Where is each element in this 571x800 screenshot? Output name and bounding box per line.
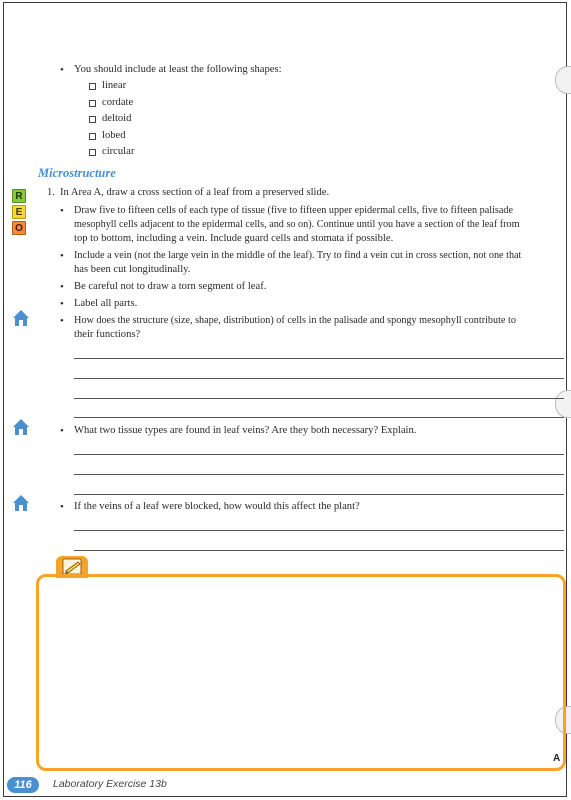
footer-title: Laboratory Exercise 13b (53, 778, 167, 790)
answer-line[interactable] (74, 417, 564, 418)
instruction-line: top to bottom, including a vein. Include guard cells and stomata if possible. (74, 233, 394, 244)
question-line: What two tissue types are found in leaf veins? Are they both necessary? Explain. (74, 425, 417, 436)
question-line: If the veins of a leaf were blocked, how would this affect the plant? (74, 501, 360, 512)
bullet-dot: • (60, 281, 64, 293)
instruction-line: mesophyll cells adjacent to the epidermal cells, and so on). Continue until you have a section of the leaf from (74, 219, 520, 230)
reo-badge-r: R (12, 189, 26, 203)
drawing-area-label: A (553, 753, 561, 764)
reo-badge-e: E (12, 205, 26, 219)
instruction-line: Label all parts. (74, 298, 138, 309)
bullet-dot: • (60, 64, 64, 76)
instruction-line: Be careful not to draw a torn segment of leaf. (74, 281, 267, 292)
answer-line[interactable] (74, 474, 564, 475)
checkbox-square (89, 116, 96, 123)
answer-line[interactable] (74, 378, 564, 379)
home-icon (12, 494, 30, 512)
shape-item: cordate (102, 97, 134, 108)
bullet-dot: • (60, 501, 64, 513)
bullet-dot: • (60, 315, 64, 327)
answer-line[interactable] (74, 530, 564, 531)
shape-item: circular (102, 146, 135, 157)
home-icon (12, 309, 30, 327)
checkbox-square (89, 149, 96, 156)
answer-line[interactable] (74, 550, 564, 551)
answer-line[interactable] (74, 454, 564, 455)
shape-item: deltoid (102, 113, 132, 124)
home-icon (12, 418, 30, 436)
step-number: 1. (47, 187, 55, 198)
shape-item: lobed (102, 130, 126, 141)
question-line: How does the structure (size, shape, distribution) of cells in the palisade and spongy mesophyll contribute to (74, 315, 516, 326)
section-title: Microstructure (38, 166, 116, 180)
answer-line[interactable] (74, 494, 564, 495)
step-text: In Area A, draw a cross section of a leaf from a preserved slide. (60, 187, 330, 198)
answer-line[interactable] (74, 398, 564, 399)
bullet-dot: • (60, 250, 64, 262)
drawing-area[interactable] (36, 574, 566, 771)
instruction-line: Draw five to fifteen cells of each type of tissue (five to fifteen upper epidermal cells, five to fifteen palisade (74, 205, 514, 216)
answer-line[interactable] (74, 358, 564, 359)
instruction-line: Include a vein (not the large vein in the middle of the leaf). Try to find a vein cut in cross section, not one that (74, 250, 522, 261)
page-number: 116 (7, 777, 39, 793)
bullet-dot: • (60, 298, 64, 310)
bullet-dot: • (60, 205, 64, 217)
instruction-line: has been cut longitudinally. (74, 264, 191, 275)
checkbox-square (89, 83, 96, 90)
shapes-prompt: You should include at least the following shapes: (74, 64, 282, 75)
checkbox-square (89, 100, 96, 107)
question-line: their functions? (74, 329, 141, 340)
checkbox-square (89, 133, 96, 140)
bullet-dot: • (60, 425, 64, 437)
reo-badge-o: O (12, 221, 26, 235)
shape-item: linear (102, 80, 127, 91)
